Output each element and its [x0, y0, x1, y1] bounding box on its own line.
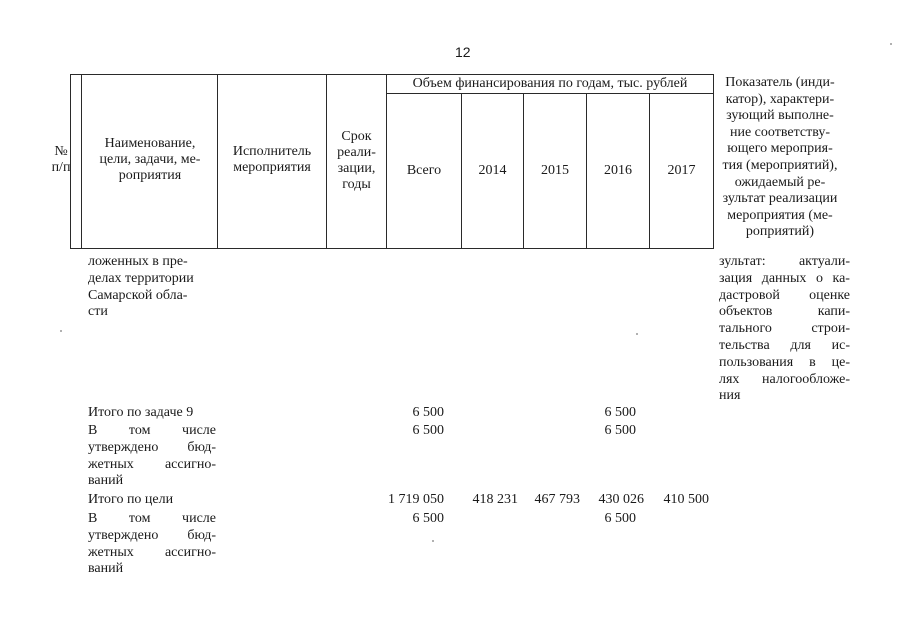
header-year-2014: 2014 — [478, 163, 507, 178]
word: дастровой — [719, 287, 780, 303]
word: жетных — [88, 544, 134, 560]
word: це- — [831, 354, 850, 370]
word: строи- — [811, 321, 850, 337]
row-label: В том числе утверждено бюд- жетных ассигно- ваний — [88, 511, 216, 577]
header-total: Всего — [406, 163, 442, 178]
header-year-2015: 2015 — [541, 163, 569, 178]
header-executor: Исполнитель мероприятия — [232, 144, 312, 175]
col-line — [217, 74, 218, 249]
word: зультат: — [719, 254, 766, 269]
header-name: Наименование, цели, задачи, ме- роприятия — [99, 136, 201, 183]
page-number: 12 — [455, 44, 471, 60]
row-2014: 418 231 — [472, 492, 518, 507]
row-2016: 6 500 — [604, 423, 636, 438]
word: бюд- — [187, 527, 216, 543]
row-2016: 6 500 — [604, 511, 636, 526]
word: оценке — [809, 287, 850, 303]
financing-divider — [386, 93, 714, 94]
word: ассигно- — [164, 456, 216, 472]
row-2015: 467 793 — [534, 492, 580, 507]
scan-speck — [432, 540, 434, 542]
word: утверждено — [88, 439, 159, 455]
word: зация — [719, 270, 753, 286]
col-line — [713, 74, 714, 249]
row-total: 6 500 — [412, 423, 444, 438]
row-label: Итого по цели — [88, 492, 174, 507]
table-header — [0, 0, 905, 260]
header-term: Срок реали- зации, годы — [337, 129, 376, 192]
word: лях — [719, 371, 740, 387]
word: налогообложе- — [762, 371, 850, 387]
word: в — [809, 354, 816, 370]
continuation-indicator: зультат: актуали- зация данных о ка- дастровой оценке объектов капи- тального строи- тельства для ис- пользования в це- лях налогообложе- ния — [719, 254, 850, 404]
scan-speck — [636, 333, 638, 335]
word: числе — [182, 423, 216, 438]
word: В — [88, 423, 98, 438]
header-bottom-border — [70, 248, 714, 249]
word: для — [790, 337, 811, 353]
header-financing-title: Объем финансирования по годам, тыс. рублей — [412, 76, 688, 91]
continuation-name: ложенных в пре- делах территории Самарской обла- сти — [88, 254, 194, 320]
row-total: 1 719 050 — [388, 492, 444, 507]
word: данных — [761, 270, 807, 286]
header-year-2017: 2017 — [667, 163, 696, 178]
row-label: В том числе утверждено бюд- жетных ассигно- ваний — [88, 423, 216, 489]
word: ассигно- — [164, 544, 216, 560]
row-label: Итого по задаче 9 — [88, 405, 194, 420]
word: числе — [182, 511, 216, 526]
word: жетных — [88, 456, 134, 472]
word: тального — [719, 321, 772, 337]
row-total: 6 500 — [412, 511, 444, 526]
header-indicator: Показатель (инди- катор), характери- зующий выполне- ние соответству- ющего мероприя- тия (мероприятий), ожидаемый ре- зультат реализации мероприятия (ме- роприятий) — [722, 75, 838, 240]
row-2016: 430 026 — [598, 492, 644, 507]
scan-speck — [60, 330, 62, 332]
word: В — [88, 511, 98, 526]
word: том — [128, 423, 151, 438]
word: пользования — [719, 354, 794, 370]
row-2017: 410 500 — [663, 492, 709, 507]
word: капи- — [817, 304, 850, 320]
word: тельства — [719, 337, 770, 353]
scan-speck — [890, 43, 892, 45]
word: утверждено — [88, 527, 159, 543]
header-year-2016: 2016 — [604, 163, 632, 178]
header-number: № п/п — [51, 144, 71, 175]
row-2016: 6 500 — [604, 405, 636, 420]
word: объектов — [719, 304, 773, 320]
word: ка- — [832, 270, 850, 286]
word: актуали- — [798, 254, 850, 269]
word: о — [815, 270, 823, 286]
word: бюд- — [187, 439, 216, 455]
word: ис- — [831, 337, 850, 353]
row-total: 6 500 — [412, 405, 444, 420]
word: том — [128, 511, 151, 526]
